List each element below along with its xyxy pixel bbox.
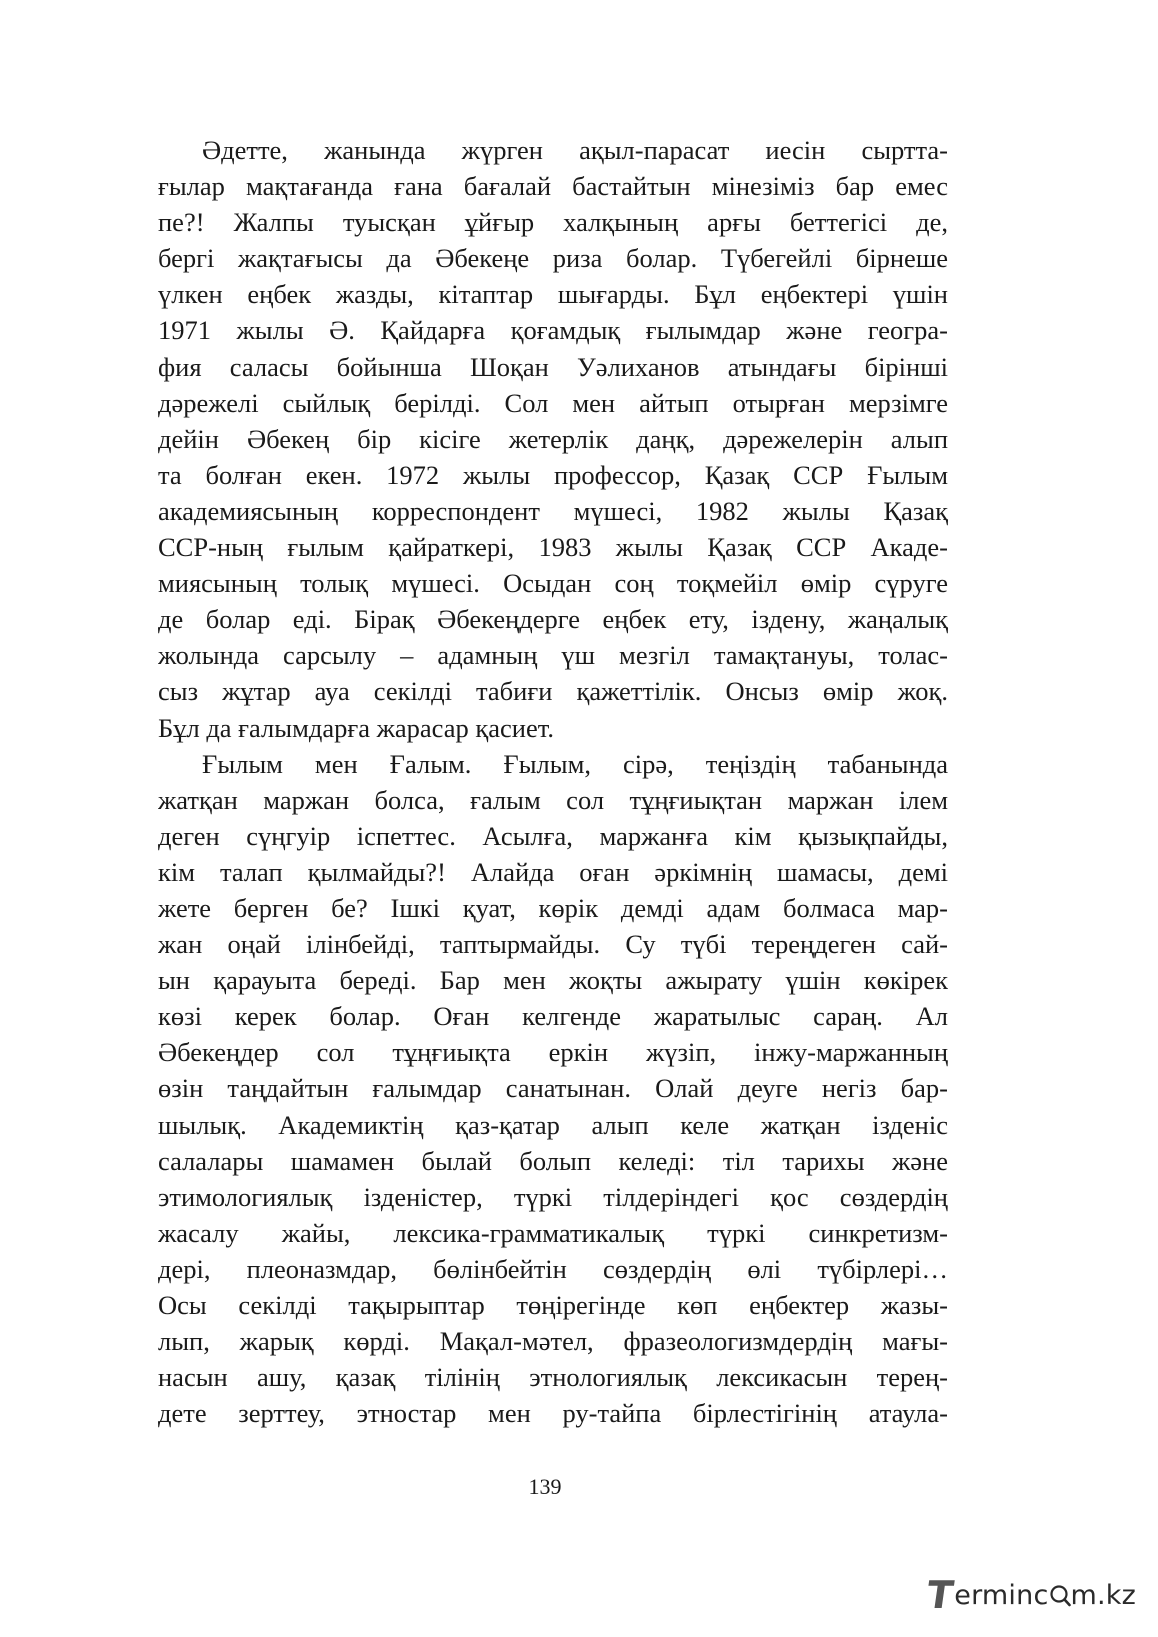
- text-line: салалары шамамен былай болып келеді: тіл тарихы және: [158, 1145, 948, 1176]
- text-line: та болған екен. 1972 жылы профессор, Қазақ ССР Ғылым: [158, 459, 948, 490]
- text-line: жолында сарсылу – адамның үш мезгіл тамақтануы, толас-: [158, 640, 948, 671]
- text-line: сыз жұтар ауа секілді табиғи қажеттілік. Онсыз өмір жоқ.: [158, 676, 948, 707]
- text-line: Әдетте, жанында жүрген ақыл-парасат иесін сыртта-: [202, 135, 948, 165]
- watermark-letter: T: [924, 1573, 957, 1617]
- text-line: этимологиялық ізденістер, түркі тілдеріндегі қос сөздердің: [158, 1181, 948, 1212]
- text-line: дейін Әбекең бір кісіге жетерлік даңқ, дәрежелерін алып: [158, 423, 948, 454]
- text-line: дері, плеоназмдар, бөлінбейтін сөздердің өлі түбірлері…: [158, 1253, 948, 1284]
- text-line: үлкен еңбек жазды, кітаптар шығарды. Бұл еңбектері үшін: [158, 279, 948, 310]
- text-line: шылық. Академиктің қаз-қатар алып келе жатқан ізденіс: [158, 1109, 948, 1140]
- text-line: кім талап қылмайды?! Алайда оған әркімнің шамасы, демі: [158, 856, 948, 887]
- text-line: жете берген бе? Ішкі қуат, көрік демді адам болмаса мар-: [158, 892, 948, 923]
- watermark-logo: [924, 1573, 1136, 1617]
- text-line: бергі жақтағысы да Әбекеңе риза болар. Түбегейлі бірнеше: [158, 243, 948, 274]
- text-line: деген сүңгуір іспеттес. Асылға, маржанға кім қызықпайды,: [158, 820, 948, 851]
- text-line: өзін таңдайтын ғалымдар санатынан. Олай деуге негіз бар-: [158, 1073, 948, 1104]
- text-line: пе?! Жалпы туысқан ұйғыр халқының арғы беттегісі де,: [158, 207, 948, 238]
- magnifier-icon: [1049, 1581, 1071, 1609]
- text-line: жатқан маржан болса, ғалым сол тұңғиықтан маржан ілем: [158, 784, 948, 815]
- text-line: Ғылым мен Ғалым. Ғылым, сірә, теңіздің табанында: [202, 748, 948, 779]
- text-line: Бұл да ғалымдарға жарасар қасиет.: [158, 712, 554, 743]
- text-line: дәрежелі сыйлық берілді. Сол мен айтып отырған мерзімге: [158, 387, 948, 418]
- watermark-text-start: erminc: [954, 1579, 1049, 1611]
- text-line: 1971 жылы Ә. Қайдарға қоғамдық ғылымдар және геогра-: [158, 315, 948, 346]
- text-line: фия саласы бойынша Шоқан Уәлиханов атындағы бірінші: [158, 351, 948, 382]
- text-line: жан оңай ілінбейді, таптырмайды. Су түбі тереңдеген сай-: [158, 929, 948, 960]
- body-text: [158, 132, 948, 1431]
- text-line: детe зерттеу, этностар мен ру-тайпа бірлестігінің атаула-: [158, 1398, 948, 1429]
- text-line: жасалу жайы, лексика-грамматикалық түркі синкретизм-: [158, 1217, 948, 1248]
- text-line: Осы секілді тақырыптар төңірегінде көп еңбектер жазы-: [158, 1290, 948, 1320]
- text-line: академиясының корреспондент мүшесі, 1982 жылы Қазақ: [158, 495, 948, 526]
- text-line: ын қарауыта береді. Бар мен жоқты ажырату үшін көкірек: [158, 965, 948, 996]
- text-line: ғылар мақтағанда ғана бағалай бастайтын мінезіміз бар емес: [158, 171, 948, 202]
- text-line: көзі керек болар. Оған келгенде жаратылыс сараң. Ал: [158, 1001, 948, 1032]
- text-line: Әбекеңдер сол тұңғиықта еркін жүзіп, інжу-маржанның: [158, 1037, 948, 1068]
- text-line: лып, жарық көрді. Мақал-мәтел, фразеологизмдердің мағы-: [158, 1326, 948, 1357]
- watermark-text-end: m.kz: [1070, 1579, 1136, 1611]
- text-line: насын ашу, қазақ тілінің этнологиялық лексикасын терең-: [158, 1362, 948, 1393]
- text-line: миясының толық мүшесі. Осыдан соң тоқмейіл өмір сүруге: [158, 568, 948, 599]
- text-line: де болар еді. Бірақ Әбекеңдерге еңбек ету, іздену, жаңалық: [158, 604, 948, 635]
- text-line: ССР-ның ғылым қайраткері, 1983 жылы Қазақ ССР Акаде-: [158, 532, 948, 563]
- page-number: 139: [528, 1474, 562, 1499]
